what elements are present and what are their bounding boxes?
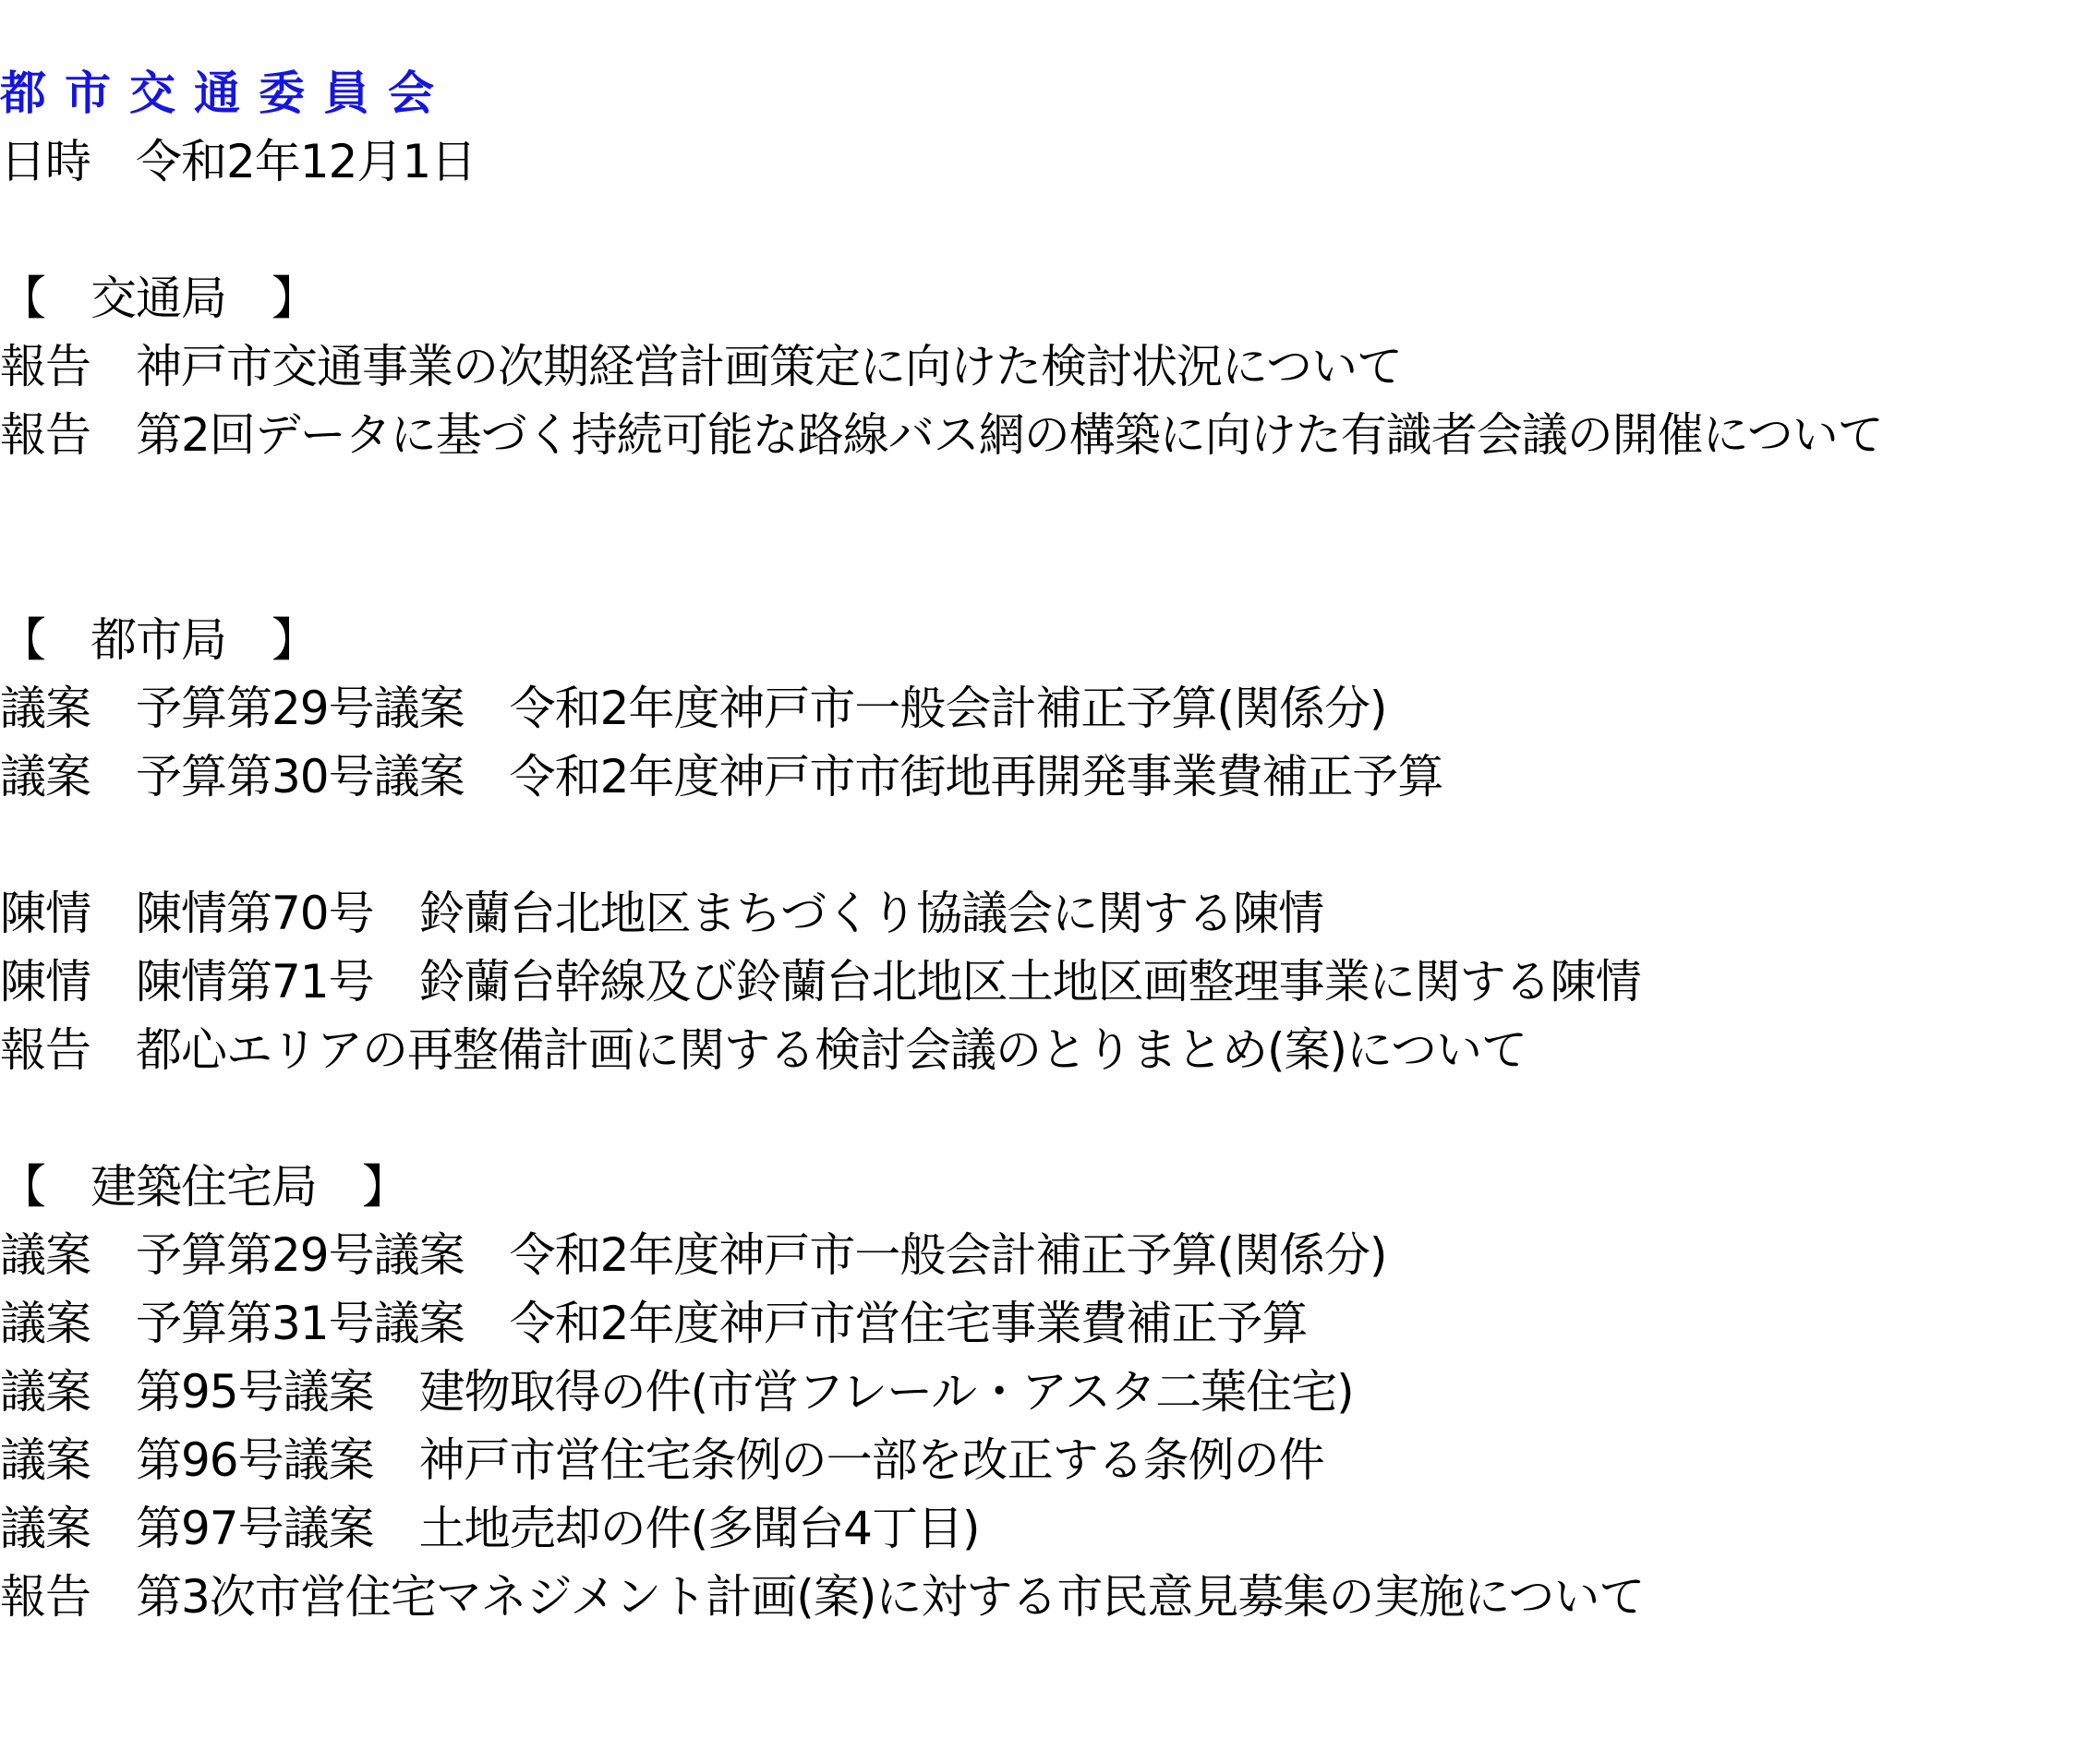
committee-title: 都市交通委員会 <box>0 66 453 120</box>
agenda-item: 陳情 陳情第70号 鈴蘭台北地区まちづくり協議会に関する陳情 <box>0 887 1324 940</box>
agenda-item: 報告 神戸市交通事業の次期経営計画策定に向けた検討状況について <box>0 340 1402 393</box>
agenda-item: 議案 第95号議案 建物取得の件(市営フレール・アスタ二葉住宅) <box>0 1365 1354 1419</box>
agenda-item: 議案 予算第29号議案 令和2年度神戸市一般会計補正予算(関係分) <box>0 1228 1387 1282</box>
meeting-date: 日時 令和2年12月1日 <box>0 135 477 188</box>
agenda-item: 報告 第3次市営住宅マネジメント計画(案)に対する市民意見募集の実施について <box>0 1570 1645 1624</box>
agenda-item: 議案 第96号議案 神戸市営住宅条例の一部を改正する条例の件 <box>0 1433 1324 1487</box>
section-header-urban: 【 都市局 】 <box>0 613 317 667</box>
agenda-item: 報告 都心エリアの再整備計画に関する検討会議のとりまとめ(案)について <box>0 1023 1527 1077</box>
agenda-item: 陳情 陳情第71号 鈴蘭台幹線及び鈴蘭台北地区土地区画整理事業に関する陳情 <box>0 955 1641 1009</box>
agenda-item: 議案 予算第30号議案 令和2年度神戸市市街地再開発事業費補正予算 <box>0 750 1443 803</box>
section-header-transport: 【 交通局 】 <box>0 272 317 325</box>
agenda-item: 議案 第97号議案 土地売却の件(多聞台4丁目) <box>0 1502 980 1555</box>
section-header-housing: 【 建築住宅局 】 <box>0 1160 407 1214</box>
agenda-item: 議案 予算第31号議案 令和2年度神戸市営住宅事業費補正予算 <box>0 1297 1308 1350</box>
agenda-item: 報告 第2回データに基づく持続可能な路線バス網の構築に向けた有識者会議の開催について <box>0 408 1883 462</box>
agenda-item: 議案 予算第29号議案 令和2年度神戸市一般会計補正予算(関係分) <box>0 682 1387 735</box>
